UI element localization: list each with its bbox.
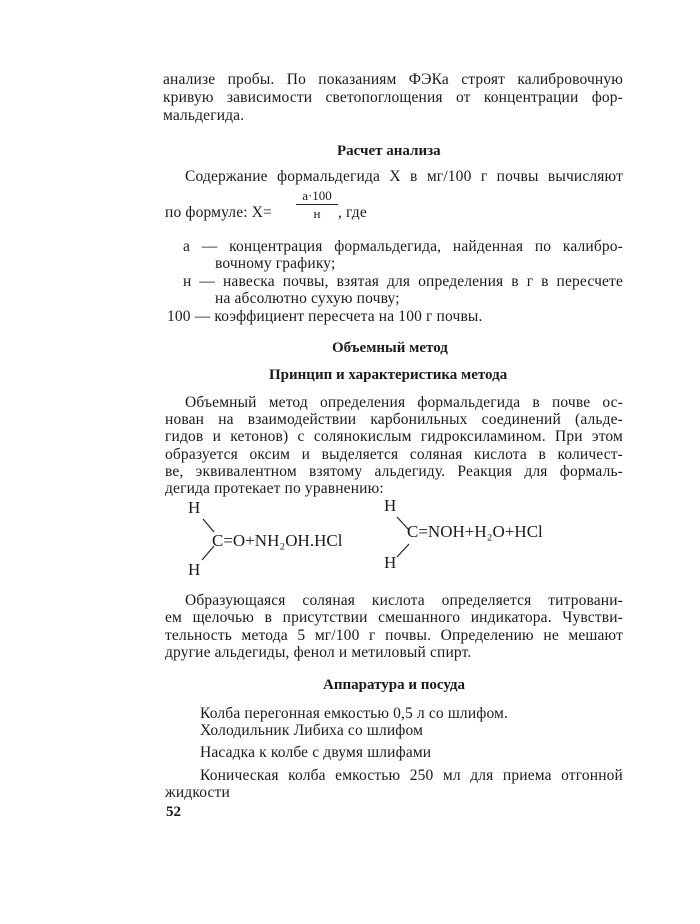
definition-a-line-1: а — концентрация формальдегида, найденная по калибро- [183,238,623,255]
definition-a-line-2: вочному графику; [215,255,336,272]
intro-line-2: кривую зависимости светопоглощения от концентрации фор- [163,89,623,106]
titration-line-3: тельность метода 5 мг/100 г почвы. Определению не мешают [165,627,623,644]
titration-line-2: ем щелочью в присутствии смешанного индикатора. Чувстви- [165,609,623,626]
formula-denominator: н [313,206,321,221]
principle-line-1: Объемный метод определения формальдегида в почве ос- [185,394,623,411]
principle-line-6: дегида протекает по уравнению: [165,480,384,497]
subheading-principle: Принцип и характеристика метода [269,367,508,383]
section-heading-calculation: Расчет анализа [337,143,441,159]
principle-line-3: гидов и кетонов) с солянокислым гидроксиламином. При этом [165,428,623,445]
definition-n-line-2: на абсолютно сухую почву; [215,290,400,307]
left-hydrogen-top: H [188,498,201,517]
apparatus-item-1: Колба перегонная емкостью 0,5 л со шлифом. [200,705,509,722]
left-formula: C=O+NH₂OH.HCl [212,531,343,550]
apparatus-item-2: Холодильник Либиха со шлифом [200,722,424,739]
titration-line-4: другие альдегиды, фенол и метиловый спирт. [165,644,472,661]
definition-100: 100 — коэффициент пересчета на 100 г почвы. [167,308,483,325]
section-heading-volumetric: Объемный метод [332,340,448,356]
intro-line-3: мальдегида. [163,107,245,124]
right-formula: C=NOH+H₂O+HCl [407,522,543,541]
formula-prefix: по формуле: X= [165,204,272,221]
intro-line-1: анализе пробы. По показаниям ФЭКа строят калибровочную [163,71,623,88]
section-heading-apparatus: Аппаратура и посуда [323,677,465,693]
right-hydrogen-bottom: H [384,553,397,572]
apparatus-item-3: Насадка к колбе с двумя шлифами [200,744,432,761]
apparatus-item-4-continued: жидкости [165,784,230,801]
apparatus-item-4: Коническая колба емкостью 250 мл для приема отгонной [200,767,623,784]
page-number: 52 [166,804,181,820]
definition-n-line-1: н — навеска почвы, взятая для определения в г в пересчете [183,273,623,290]
formula-numerator: a·100 [302,188,332,203]
principle-line-5: ве, эквивалентном взятому альдегиду. Реакция для формаль- [165,463,623,480]
titration-line-1: Образующаяся соляная кислота определяется титровани- [185,592,623,609]
calc-line-1: Содержание формальдегида X в мг/100 г почвы вычисляют [185,168,623,185]
formula-suffix: , где [338,204,367,221]
principle-line-2: нован на взаимодействии карбонильных соединений (альде- [165,411,623,428]
principle-line-4: образуется оксим и выделяется соляная кислота в количест- [165,446,623,463]
left-hydrogen-bottom: H [188,560,201,579]
right-hydrogen-top: H [384,496,397,515]
